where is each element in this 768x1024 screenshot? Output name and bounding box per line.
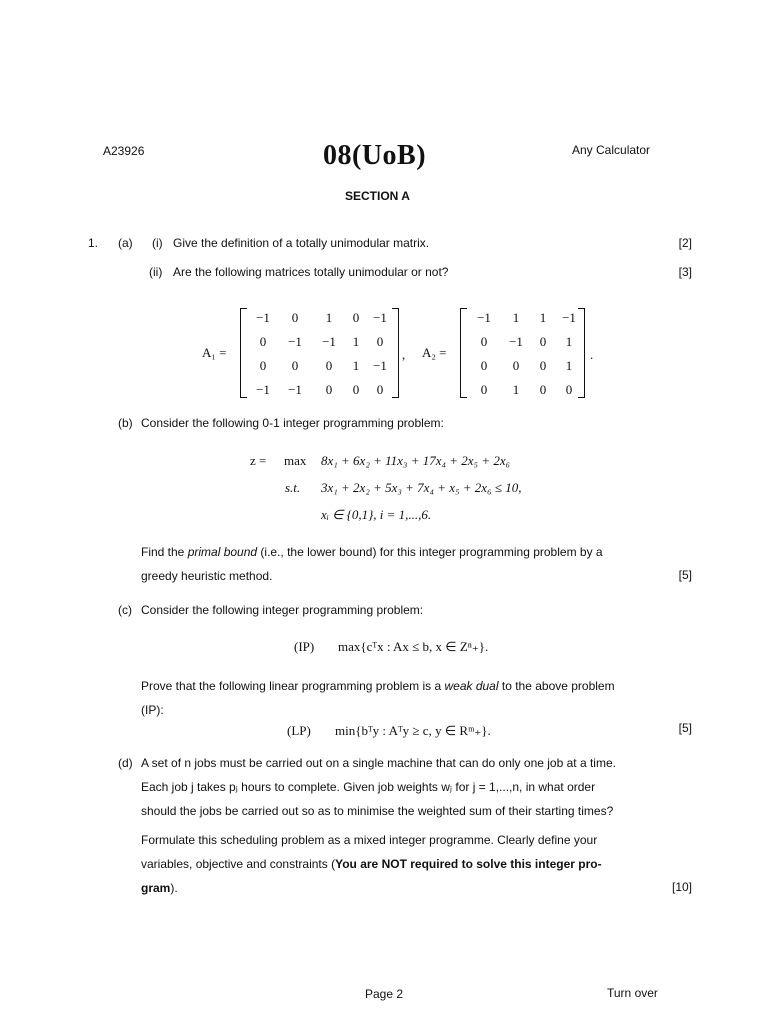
objective-max: max xyxy=(284,453,307,468)
exam-code: A23926 xyxy=(103,144,145,158)
part-b-instruction: Find the primal bound (i.e., the lower bound) for this integer programming problem by a xyxy=(141,545,603,559)
matrix-a2-entry: 0 xyxy=(480,334,488,349)
calculator-note: Any Calculator xyxy=(572,143,651,157)
matrix-a1-entry: 0 xyxy=(376,382,384,397)
part-c-instruction-line2: (IP): xyxy=(141,703,164,717)
subject-to: s.t. xyxy=(285,480,301,495)
part-b-label: (b) xyxy=(118,416,133,430)
matrix-a1-label: A₁ = xyxy=(202,345,227,360)
part-d-marks: [10] xyxy=(671,880,692,894)
matrix-a2-left-bracket xyxy=(460,308,467,398)
matrix-a2-entry: −1 xyxy=(562,310,576,325)
part-c-label: (c) xyxy=(118,603,132,617)
part-d-line4: Formulate this scheduling problem as a mixed integer programme. Clearly define your xyxy=(141,833,598,847)
matrix-a2-entry: 1 xyxy=(565,334,573,349)
matrix-a1-entry: −1 xyxy=(373,358,387,373)
part-d-line2: Each job j takes pⱼ hours to complete. Given job weights wⱼ for j = 1,...,n, in what order xyxy=(141,780,596,794)
matrix-a1-entry: 0 xyxy=(291,310,299,325)
matrix-a2-entry: 0 xyxy=(512,358,520,373)
part-d-line3: should the jobs be carried out so as to minimise the weighted sum of their starting times? xyxy=(141,804,614,818)
matrix-a1-entry: −1 xyxy=(256,310,270,325)
matrix-a2-label: A₂ = xyxy=(422,345,447,360)
part-c-marks: [5] xyxy=(678,721,692,735)
part-a-ii-label: (ii) xyxy=(149,265,163,279)
part-d-label: (d) xyxy=(118,756,133,770)
matrix-a2-entry: 0 xyxy=(539,382,547,397)
matrix-a2-entry: 1 xyxy=(539,310,547,325)
part-b-text: Consider the following 0-1 integer programming problem: xyxy=(141,416,444,430)
part-c-text: Consider the following integer programming problem: xyxy=(141,603,424,617)
part-a-label: (a) xyxy=(118,236,133,250)
matrix-a2-entry: 0 xyxy=(480,382,488,397)
matrix-a2-entry: −1 xyxy=(509,334,523,349)
matrix-a1-entry: −1 xyxy=(288,334,302,349)
matrix-a1-entry: 0 xyxy=(325,382,333,397)
matrix-a2-entry: 0 xyxy=(539,334,547,349)
matrix-end: . xyxy=(590,347,594,362)
matrix-a2 xyxy=(468,306,584,402)
matrix-a2-entry: −1 xyxy=(477,310,491,325)
turn-over: Turn over xyxy=(607,986,658,1000)
section-heading: SECTION A xyxy=(345,189,410,203)
part-b-instruction-line2: greedy heuristic method. xyxy=(141,569,273,583)
part-d-line1: A set of n jobs must be carried out on a single machine that can do only one job at a time. xyxy=(141,756,616,770)
matrix-a2-entry: 0 xyxy=(565,382,573,397)
matrix-a1-left-bracket xyxy=(240,308,247,398)
matrix-a2-entry: 1 xyxy=(565,358,573,373)
matrix-a1-entry: 1 xyxy=(352,358,360,373)
part-b-marks: [5] xyxy=(678,568,692,582)
matrix-a1-entry: 0 xyxy=(325,358,333,373)
matrix-a1-entry: 0 xyxy=(291,358,299,373)
matrix-a1-entry: 0 xyxy=(352,382,360,397)
part-d-line5: variables, objective and constraints (You are NOT required to solve this integer pro- xyxy=(141,857,602,871)
part-a-ii-marks: [3] xyxy=(678,265,692,279)
ip-expression: max{cᵀx : Ax ≤ b, x ∈ Zⁿ₊}. xyxy=(338,639,489,654)
objective-lhs: z = xyxy=(250,453,267,468)
matrix-a1 xyxy=(248,306,394,402)
matrix-a1-entry: 0 xyxy=(376,334,384,349)
ip-label: (IP) xyxy=(294,639,315,654)
matrix-a1-entry: 0 xyxy=(259,334,267,349)
lp-expression: min{bᵀy : Aᵀy ≥ c, y ∈ Rᵐ₊}. xyxy=(335,723,491,738)
part-a-ii-text: Are the following matrices totally unimodular or not? xyxy=(173,265,449,279)
objective-expression: 8x₁ + 6x₂ + 11x₃ + 17x₄ + 2x₅ + 2x₆ xyxy=(321,453,511,468)
matrix-a2-entry: 1 xyxy=(512,310,520,325)
matrix-a1-entry: −1 xyxy=(288,382,302,397)
matrix-a1-entry: 0 xyxy=(352,310,360,325)
lp-label: (LP) xyxy=(287,723,311,738)
part-a-i-label: (i) xyxy=(152,236,163,250)
knapsack-constraint: 3x₁ + 2x₂ + 5x₃ + 7x₄ + x₅ + 2x₆ ≤ 10, xyxy=(321,480,522,495)
paper-title: 08(UoB) xyxy=(323,140,427,171)
question-number: 1. xyxy=(88,236,99,250)
page-number: Page 2 xyxy=(365,987,404,1001)
part-d-line6: gram). xyxy=(141,881,178,895)
binary-domain: xᵢ ∈ {0,1}, i = 1,...,6. xyxy=(321,507,432,522)
matrix-a1-entry: −1 xyxy=(373,310,387,325)
part-c-instruction: Prove that the following linear programming problem is a weak dual to the above problem xyxy=(141,679,615,693)
matrix-a2-entry: 0 xyxy=(480,358,488,373)
matrix-a2-entry: 0 xyxy=(539,358,547,373)
part-a-i-text: Give the definition of a totally unimodular matrix. xyxy=(173,236,430,250)
matrix-a1-entry: −1 xyxy=(256,382,270,397)
matrix-a1-entry: −1 xyxy=(322,334,336,349)
matrix-a1-entry: 1 xyxy=(325,310,333,325)
part-a-i-marks: [2] xyxy=(678,236,692,250)
matrix-a1-entry: 0 xyxy=(259,358,267,373)
matrix-a2-entry: 1 xyxy=(512,382,520,397)
matrix-separator: , xyxy=(402,347,406,362)
matrix-a1-entry: 1 xyxy=(352,334,360,349)
